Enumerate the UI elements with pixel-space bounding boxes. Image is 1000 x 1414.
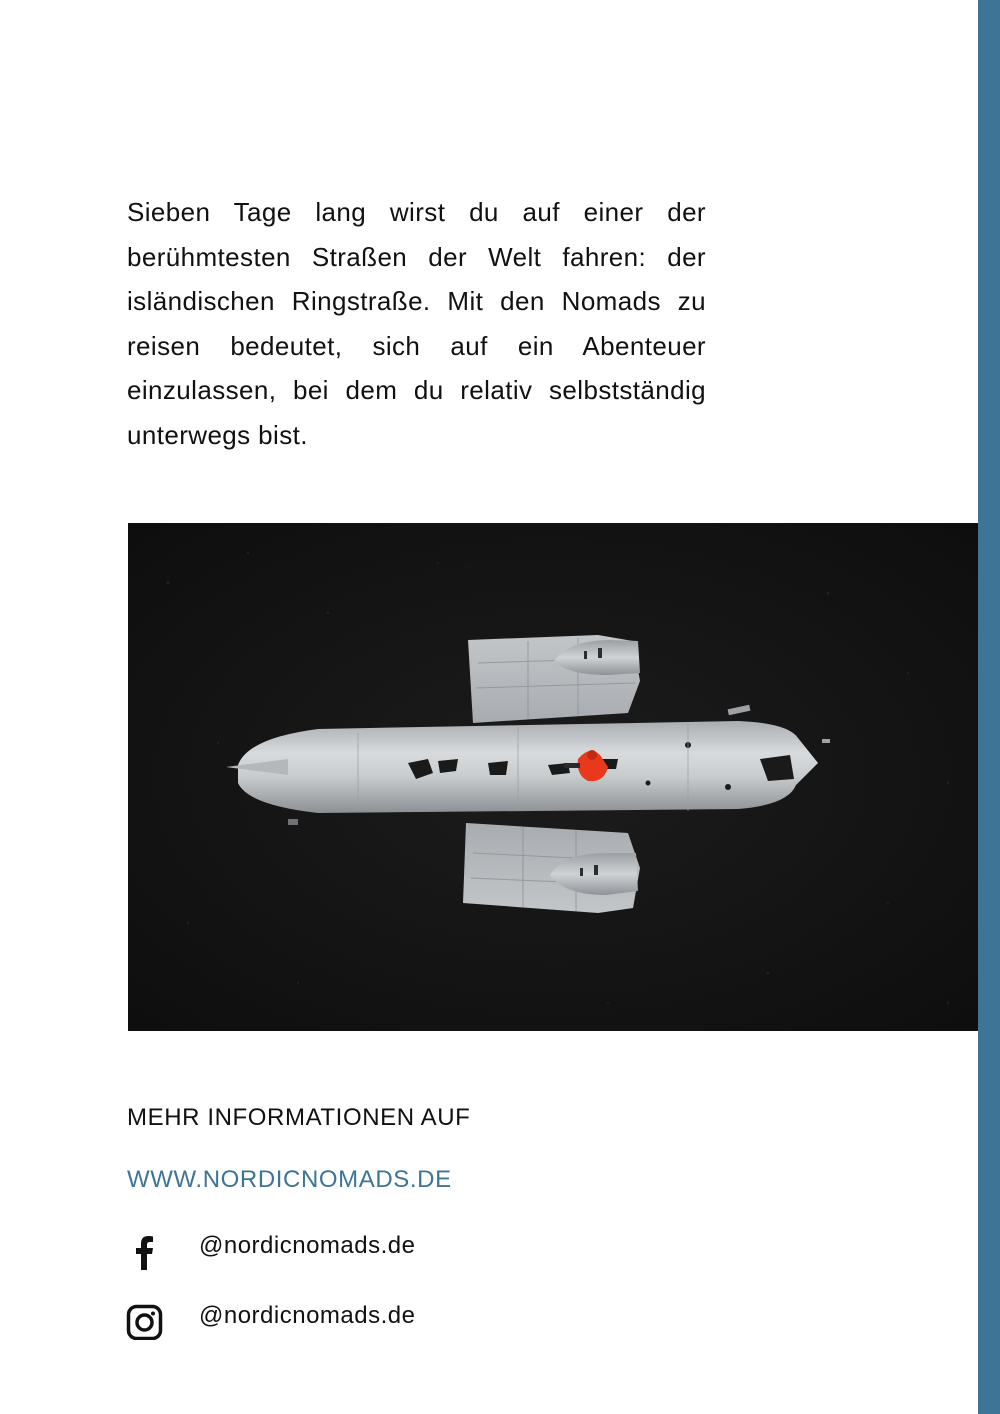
more-info-label: MEHR INFORMATIONEN AUF — [127, 1104, 471, 1131]
facebook-icon — [126, 1232, 164, 1270]
facebook-row[interactable] — [126, 1232, 626, 1272]
facebook-handle: @nordicnomads.de — [199, 1232, 416, 1259]
instagram-icon — [126, 1302, 164, 1340]
instagram-handle: @nordicnomads.de — [199, 1302, 416, 1329]
intro-paragraph: Sieben Tage lang wirst du auf einer der berühmtesten Straßen der Welt fahren: der isländischen Ringstraße. Mit den Nomads zu reisen bedeutet, sich auf ein Abenteuer einzulassen, bei dem du relativ selbstständig unterwegs bist. — [127, 197, 706, 450]
website-link[interactable]: WWW.NORDICNOMADS.DE — [127, 1166, 452, 1193]
instagram-row[interactable] — [126, 1302, 626, 1342]
accent-side-bar — [978, 0, 1000, 1414]
plane-wreck-photo — [128, 523, 978, 1031]
